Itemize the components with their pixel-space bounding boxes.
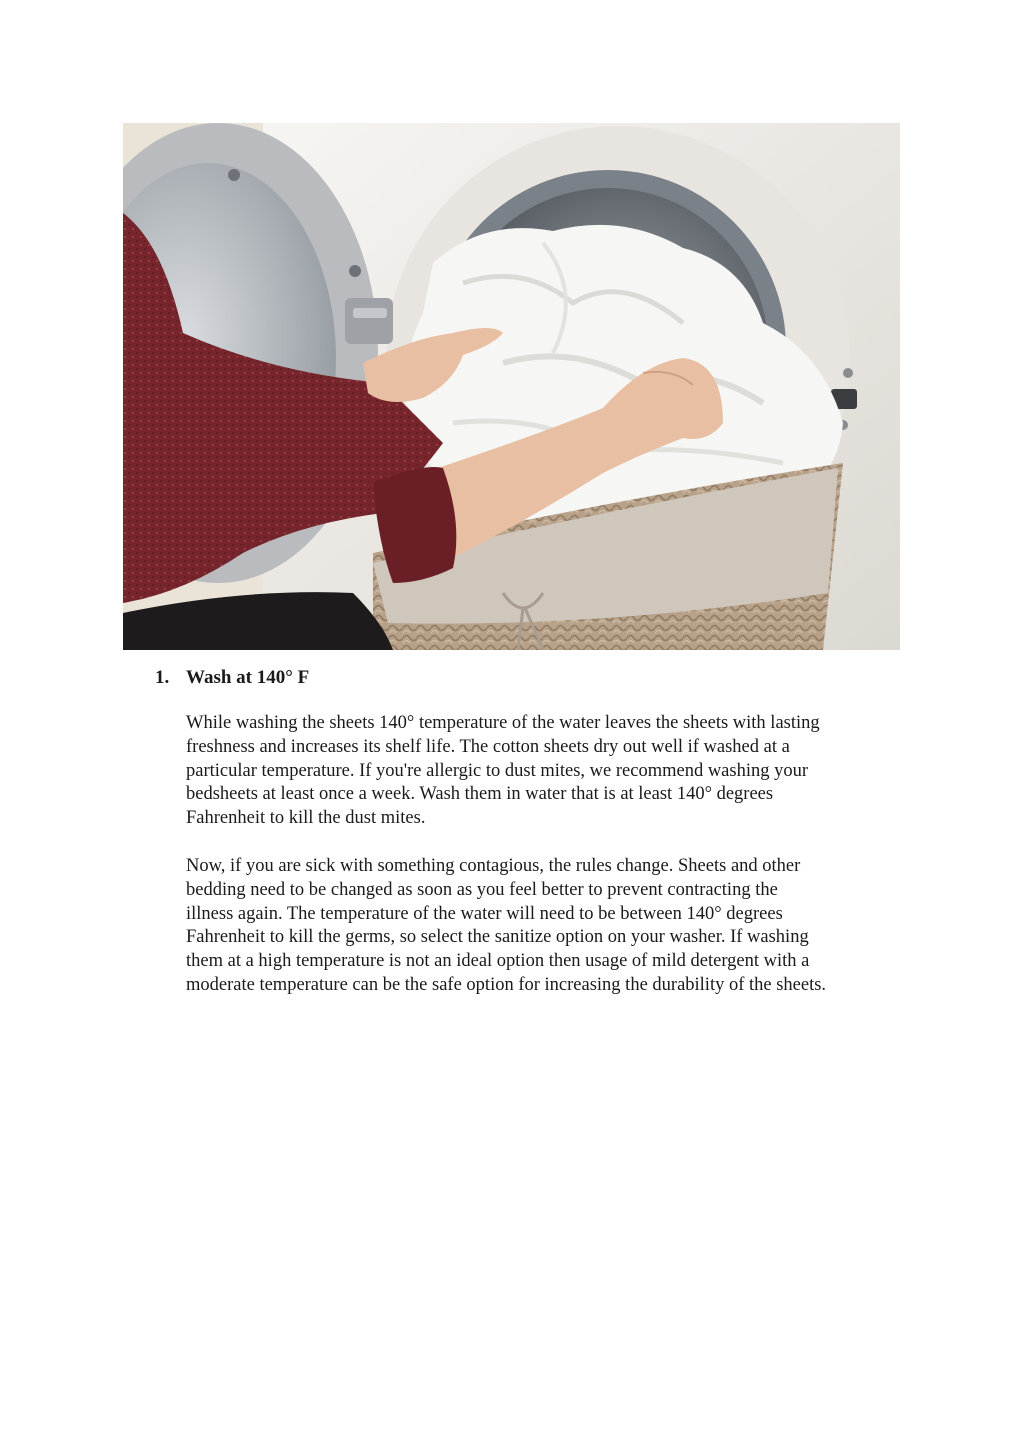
paragraph-line: them at a high temperature is not an ideal option then usage of mild detergent with a: [186, 951, 810, 972]
heading-text: Wash at 140° F: [186, 667, 310, 688]
paragraph-dust-mites: [186, 712, 906, 831]
laundry-photo: [123, 123, 900, 650]
door-hinge: [345, 298, 393, 344]
door-screw: [228, 169, 240, 181]
paragraph-line: bedsheets at least once a week. Wash them in water that is at least 140° degrees: [186, 784, 774, 805]
paragraph-line: Fahrenheit to kill the germs, so select the sanitize option on your washer. If washing: [186, 927, 809, 948]
list-number: 1.: [155, 667, 170, 688]
paragraph-line: freshness and increases its shelf life. The cotton sheets dry out well if washed at a: [186, 736, 790, 757]
paragraph-line: Now, if you are sick with something contagious, the rules change. Sheets and other: [186, 855, 801, 876]
paragraph-line: While washing the sheets 140° temperature of the water leaves the sheets with lasting: [186, 713, 820, 733]
paragraph-line: bedding need to be changed as soon as you feel better to prevent contracting the: [186, 879, 778, 900]
paragraph-line: particular temperature. If you're allergic to dust mites, we recommend washing your: [186, 760, 809, 781]
paragraph-line: illness again. The temperature of the water will need to be between 140° degrees: [186, 903, 783, 924]
washing-machine-illustration: [123, 123, 900, 650]
section-heading: [155, 664, 915, 692]
paragraph-line: Fahrenheit to kill the dust mites.: [186, 808, 426, 829]
paragraph-line: moderate temperature can be the safe option for increasing the durability of the sheets.: [186, 974, 827, 995]
article-section: [155, 664, 915, 998]
paragraph-sick: [186, 855, 906, 998]
door-screw: [349, 265, 361, 277]
